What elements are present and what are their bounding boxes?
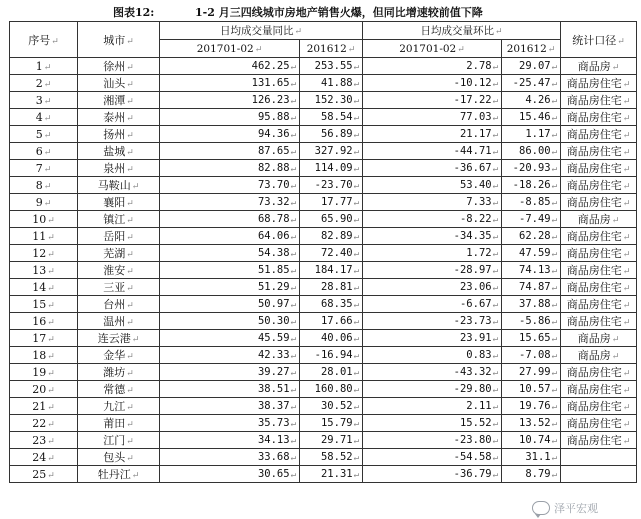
table-row: [10, 262, 637, 279]
table-row: [10, 143, 637, 160]
cell-yoy-cur: 33.68↵: [160, 449, 300, 466]
cell-yoy-prev: 17.77↵: [300, 194, 363, 211]
header-city: 城市↵: [78, 22, 160, 58]
cell-mom-prev: 86.00↵: [502, 143, 561, 160]
table-row: [10, 92, 637, 109]
cell-yoy-cur: 50.30↵: [160, 313, 300, 330]
cell-seq: 19↵: [10, 364, 78, 381]
cell-stat: 商品房住宅↵: [561, 296, 637, 313]
table-row: [10, 279, 637, 296]
cell-city: 徐州↵: [78, 58, 160, 75]
watermark-text: 泽平宏观: [554, 502, 598, 515]
cell-mom-cur: -43.32↵: [363, 364, 502, 381]
cell-stat: 商品房住宅↵: [561, 177, 637, 194]
cell-yoy-cur: 73.70↵: [160, 177, 300, 194]
cell-city: 扬州↵: [78, 126, 160, 143]
cell-stat: 商品房↵: [561, 211, 637, 228]
cell-stat: 商品房住宅↵: [561, 126, 637, 143]
cell-city: 汕头↵: [78, 75, 160, 92]
cell-mom-prev: 74.87↵: [502, 279, 561, 296]
cell-mom-cur: 0.83↵: [363, 347, 502, 364]
cell-stat: 商品房住宅↵: [561, 381, 637, 398]
cell-city: 牡丹江↵: [78, 466, 160, 483]
table-title: [0, 0, 641, 20]
cell-seq: 17↵: [10, 330, 78, 347]
cell-city: 连云港↵: [78, 330, 160, 347]
table-row: [10, 330, 637, 347]
cell-seq: 10↵: [10, 211, 78, 228]
cell-stat: 商品房住宅↵: [561, 364, 637, 381]
cell-mom-cur: 2.11↵: [363, 398, 502, 415]
cell-stat: 商品房↵: [561, 58, 637, 75]
cell-mom-prev: 31.1↵: [502, 449, 561, 466]
cell-mom-prev: 47.59↵: [502, 245, 561, 262]
cell-city: 三亚↵: [78, 279, 160, 296]
cell-mom-cur: 53.40↵: [363, 177, 502, 194]
table-row: [10, 245, 637, 262]
cell-city: 芜湖↵: [78, 245, 160, 262]
table-header: [10, 22, 637, 58]
cell-stat: 商品房住宅↵: [561, 228, 637, 245]
cell-stat: 商品房住宅↵: [561, 143, 637, 160]
cell-stat: 商品房↵: [561, 330, 637, 347]
cell-yoy-cur: 30.65↵: [160, 466, 300, 483]
cell-city: 泉州↵: [78, 160, 160, 177]
cell-mom-cur: -10.12↵: [363, 75, 502, 92]
cell-mom-cur: 77.03↵: [363, 109, 502, 126]
table-row: [10, 58, 637, 75]
cell-mom-prev: 4.26↵: [502, 92, 561, 109]
cell-seq: 8↵: [10, 177, 78, 194]
cell-city: 包头↵: [78, 449, 160, 466]
cell-mom-prev: -5.86↵: [502, 313, 561, 330]
cell-yoy-cur: 50.97↵: [160, 296, 300, 313]
cell-yoy-cur: 131.65↵: [160, 75, 300, 92]
cell-mom-cur: -23.73↵: [363, 313, 502, 330]
cell-seq: 7↵: [10, 160, 78, 177]
cell-seq: 3↵: [10, 92, 78, 109]
cell-yoy-cur: 34.13↵: [160, 432, 300, 449]
header-yoy-group: 日均成交量同比↵: [160, 22, 363, 40]
cell-seq: 22↵: [10, 415, 78, 432]
header-mom-cur: 201701-02↵: [363, 40, 502, 58]
cell-mom-cur: -8.22↵: [363, 211, 502, 228]
table-row: [10, 75, 637, 92]
cell-yoy-prev: -16.94↵: [300, 347, 363, 364]
cell-yoy-prev: 58.52↵: [300, 449, 363, 466]
cell-yoy-cur: 82.88↵: [160, 160, 300, 177]
cell-seq: 21↵: [10, 398, 78, 415]
cell-city: 金华↵: [78, 347, 160, 364]
cell-yoy-prev: 152.30↵: [300, 92, 363, 109]
table-row: [10, 398, 637, 415]
cell-seq: 1↵: [10, 58, 78, 75]
cell-stat: [561, 466, 637, 483]
chat-bubble-icon: [532, 501, 550, 515]
cell-yoy-cur: 462.25↵: [160, 58, 300, 75]
cell-yoy-prev: 114.09↵: [300, 160, 363, 177]
cell-city: 江门↵: [78, 432, 160, 449]
cell-mom-prev: 8.79↵: [502, 466, 561, 483]
cell-mom-cur: -54.58↵: [363, 449, 502, 466]
cell-stat: 商品房住宅↵: [561, 262, 637, 279]
cell-yoy-prev: 30.52↵: [300, 398, 363, 415]
cell-stat: 商品房住宅↵: [561, 432, 637, 449]
table-row: [10, 347, 637, 364]
cell-mom-prev: 15.46↵: [502, 109, 561, 126]
cell-mom-cur: -44.71↵: [363, 143, 502, 160]
cell-mom-cur: -36.79↵: [363, 466, 502, 483]
figure-title: 1-2 月三四线城市房地产销售火爆，但同比增速较前值下降: [195, 6, 483, 19]
table-row: [10, 126, 637, 143]
cell-yoy-cur: 73.32↵: [160, 194, 300, 211]
cell-city: 常德↵: [78, 381, 160, 398]
cell-seq: 25↵: [10, 466, 78, 483]
cell-seq: 11↵: [10, 228, 78, 245]
cell-seq: 12↵: [10, 245, 78, 262]
cell-yoy-cur: 95.88↵: [160, 109, 300, 126]
cell-yoy-prev: -23.70↵: [300, 177, 363, 194]
cell-mom-prev: -7.49↵: [502, 211, 561, 228]
table-row: [10, 449, 637, 466]
cell-mom-cur: -28.97↵: [363, 262, 502, 279]
cell-yoy-cur: 38.51↵: [160, 381, 300, 398]
cell-stat: 商品房住宅↵: [561, 398, 637, 415]
cell-yoy-prev: 41.88↵: [300, 75, 363, 92]
cell-yoy-prev: 160.80↵: [300, 381, 363, 398]
cell-yoy-prev: 58.54↵: [300, 109, 363, 126]
cell-yoy-prev: 56.89↵: [300, 126, 363, 143]
cell-city: 镇江↵: [78, 211, 160, 228]
cell-stat: 商品房住宅↵: [561, 279, 637, 296]
cell-mom-cur: 1.72↵: [363, 245, 502, 262]
cell-city: 淮安↵: [78, 262, 160, 279]
table-row: [10, 313, 637, 330]
cell-yoy-cur: 35.73↵: [160, 415, 300, 432]
cell-yoy-prev: 17.66↵: [300, 313, 363, 330]
cell-yoy-prev: 29.71↵: [300, 432, 363, 449]
cell-mom-cur: -23.80↵: [363, 432, 502, 449]
table-row: [10, 211, 637, 228]
cell-city: 莆田↵: [78, 415, 160, 432]
cell-yoy-cur: 87.65↵: [160, 143, 300, 160]
cell-mom-cur: -36.67↵: [363, 160, 502, 177]
cell-seq: 6↵: [10, 143, 78, 160]
cell-city: 潍坊↵: [78, 364, 160, 381]
cell-yoy-cur: 38.37↵: [160, 398, 300, 415]
table-body: [10, 58, 637, 483]
cell-stat: 商品房住宅↵: [561, 415, 637, 432]
cell-seq: 5↵: [10, 126, 78, 143]
table-row: [10, 109, 637, 126]
cell-mom-prev: 1.17↵: [502, 126, 561, 143]
cell-stat: 商品房↵: [561, 347, 637, 364]
cell-mom-cur: 15.52↵: [363, 415, 502, 432]
cell-seq: 14↵: [10, 279, 78, 296]
cell-mom-prev: 10.57↵: [502, 381, 561, 398]
cell-mom-cur: -6.67↵: [363, 296, 502, 313]
cell-mom-cur: -29.80↵: [363, 381, 502, 398]
cell-city: 温州↵: [78, 313, 160, 330]
header-stat: 统计口径↵: [561, 22, 637, 58]
cell-stat: 商品房住宅↵: [561, 313, 637, 330]
cell-city: 马鞍山↵: [78, 177, 160, 194]
cell-yoy-cur: 126.23↵: [160, 92, 300, 109]
sales-table: [9, 21, 637, 483]
cell-stat: 商品房住宅↵: [561, 245, 637, 262]
watermark: [532, 498, 638, 518]
cell-seq: 24↵: [10, 449, 78, 466]
table-row: [10, 177, 637, 194]
cell-mom-cur: -17.22↵: [363, 92, 502, 109]
cell-city: 岳阳↵: [78, 228, 160, 245]
cell-seq: 9↵: [10, 194, 78, 211]
cell-seq: 13↵: [10, 262, 78, 279]
cell-mom-cur: 7.33↵: [363, 194, 502, 211]
table-row: [10, 432, 637, 449]
cell-stat: 商品房住宅↵: [561, 160, 637, 177]
cell-mom-cur: -34.35↵: [363, 228, 502, 245]
table-row: [10, 466, 637, 483]
cell-seq: 16↵: [10, 313, 78, 330]
cell-mom-cur: 23.06↵: [363, 279, 502, 296]
cell-mom-prev: 13.52↵: [502, 415, 561, 432]
cell-yoy-prev: 15.79↵: [300, 415, 363, 432]
cell-mom-prev: 19.76↵: [502, 398, 561, 415]
cell-city: 盐城↵: [78, 143, 160, 160]
cell-yoy-cur: 54.38↵: [160, 245, 300, 262]
cell-seq: 18↵: [10, 347, 78, 364]
cell-yoy-prev: 65.90↵: [300, 211, 363, 228]
cell-stat: 商品房住宅↵: [561, 75, 637, 92]
table-row: [10, 194, 637, 211]
cell-yoy-prev: 253.55↵: [300, 58, 363, 75]
cell-yoy-prev: 68.35↵: [300, 296, 363, 313]
cell-yoy-prev: 72.40↵: [300, 245, 363, 262]
cell-yoy-prev: 184.17↵: [300, 262, 363, 279]
cell-stat: 商品房住宅↵: [561, 194, 637, 211]
cell-city: 台州↵: [78, 296, 160, 313]
cell-mom-prev: -20.93↵: [502, 160, 561, 177]
cell-seq: 2↵: [10, 75, 78, 92]
table-row: [10, 296, 637, 313]
header-yoy-prev: 201612↵: [300, 40, 363, 58]
cell-yoy-prev: 82.89↵: [300, 228, 363, 245]
cell-mom-prev: 62.28↵: [502, 228, 561, 245]
cell-yoy-prev: 40.06↵: [300, 330, 363, 347]
cell-yoy-cur: 42.33↵: [160, 347, 300, 364]
table-row: [10, 415, 637, 432]
cell-mom-prev: -7.08↵: [502, 347, 561, 364]
cell-mom-cur: 21.17↵: [363, 126, 502, 143]
cell-yoy-cur: 51.29↵: [160, 279, 300, 296]
cell-city: 泰州↵: [78, 109, 160, 126]
cell-seq: 23↵: [10, 432, 78, 449]
cell-yoy-cur: 51.85↵: [160, 262, 300, 279]
cell-yoy-cur: 64.06↵: [160, 228, 300, 245]
header-mom-prev: 201612↵: [502, 40, 561, 58]
header-yoy-cur: 201701-02↵: [160, 40, 300, 58]
cell-mom-prev: 29.07↵: [502, 58, 561, 75]
figure-label: 图表12:: [113, 6, 155, 19]
cell-yoy-cur: 94.36↵: [160, 126, 300, 143]
cell-yoy-cur: 39.27↵: [160, 364, 300, 381]
table-row: [10, 228, 637, 245]
cell-mom-prev: 74.13↵: [502, 262, 561, 279]
cell-seq: 20↵: [10, 381, 78, 398]
cell-mom-prev: 10.74↵: [502, 432, 561, 449]
cell-city: 九江↵: [78, 398, 160, 415]
cell-stat: [561, 449, 637, 466]
table-row: [10, 160, 637, 177]
cell-yoy-prev: 21.31↵: [300, 466, 363, 483]
header-mom-group: 日均成交量环比↵: [363, 22, 561, 40]
cell-mom-cur: 23.91↵: [363, 330, 502, 347]
cell-yoy-prev: 327.92↵: [300, 143, 363, 160]
cell-mom-cur: 2.78↵: [363, 58, 502, 75]
header-seq: 序号↵: [10, 22, 78, 58]
cell-yoy-prev: 28.01↵: [300, 364, 363, 381]
cell-mom-prev: 27.99↵: [502, 364, 561, 381]
cell-city: 湘潭↵: [78, 92, 160, 109]
table-row: [10, 381, 637, 398]
cell-mom-prev: -8.85↵: [502, 194, 561, 211]
cell-mom-prev: -25.47↵: [502, 75, 561, 92]
table-row: [10, 364, 637, 381]
cell-yoy-prev: 28.81↵: [300, 279, 363, 296]
cell-city: 襄阳↵: [78, 194, 160, 211]
cell-mom-prev: 15.65↵: [502, 330, 561, 347]
cell-seq: 4↵: [10, 109, 78, 126]
cell-yoy-cur: 45.59↵: [160, 330, 300, 347]
cell-mom-prev: 37.88↵: [502, 296, 561, 313]
cell-stat: 商品房住宅↵: [561, 92, 637, 109]
cell-seq: 15↵: [10, 296, 78, 313]
cell-yoy-cur: 68.78↵: [160, 211, 300, 228]
cell-mom-prev: -18.26↵: [502, 177, 561, 194]
cell-stat: 商品房住宅↵: [561, 109, 637, 126]
